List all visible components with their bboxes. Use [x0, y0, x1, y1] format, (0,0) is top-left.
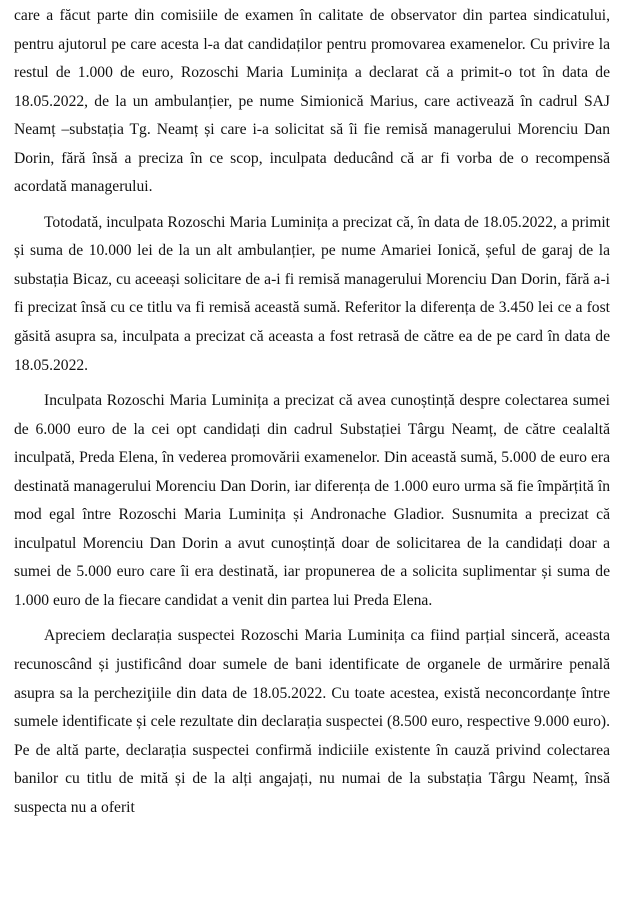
document-page: [14, 2, 610, 829]
paragraph-candidates-collection: Inculpata Rozoschi Maria Luminița a precizat că avea cunoștință despre colectarea sumei de 6.000 euro de la cei opt candidați din cadrul Substației Târgu Neamț, de către cealaltă inculpată, Preda Elena, în vederea promovării examenelor. Din această sumă, 5.000 de euro era destinată managerului Morenciu Dan Dorin, iar diferența de 1.000 euro urma să fie împărțită în mod egal între Rozoschi Maria Luminița și Andronache Gladior. Susnumita a precizat că inculpatul Morenciu Dan Dorin a avut cunoștință doar de solicitarea de la candidați doar a sumei de 5.000 euro care îi era destinată, iar propunerea de a solicita suplimentar și suma de 1.000 euro de la fiecare candidat a venit din partea lui Preda Elena.: [14, 392, 610, 609]
paragraph-declaration-assessment: Apreciem declarația suspectei Rozoschi Maria Luminița ca fiind parțial sinceră, aceasta recunoscând și justificând doar sumele de bani identificate de organele de urmărire penală asupra sa la percheziţiile din data de 18.05.2022. Cu toate acestea, există neconcordanțe între sumele identificate și cele rezultate din declarația suspectei (8.500 euro, respective 9.000 euro). Pe de altă parte, declarația suspectei confirmă indiciile existente în cauză privind colectarea banilor cu titlu de mită și de la alți angajați, nu numai de la substația Târgu Neamț, însă suspecta nu a oferit: [14, 627, 610, 816]
paragraph-bicaz-payment: Totodată, inculpata Rozoschi Maria Luminița a precizat că, în data de 18.05.2022, a primit și suma de 10.000 lei de la un alt ambulanțier, pe nume Amariei Ionică, șeful de garaj de la substația Bicaz, cu aceeași solicitare de a-i fi remisă managerului Morenciu Dan Dorin, fără a-i fi precizat însă cu ce titlu va fi remisă această sumă. Referitor la diferența de 3.450 lei ce a fost găsită asupra sa, inculpata a precizat că aceasta a fost retrasă de către ea de pe card în data de 18.05.2022.: [14, 213, 610, 374]
paragraph-observer-commission: care a făcut parte din comisiile de examen în calitate de observator din partea sindicatului, pentru ajutorul pe care acesta l-a dat candidaților pentru promovarea examenelor. Cu privire la restul de 1.000 de euro, Rozoschi Maria Luminița a declarat că a primit-o tot în data de 18.05.2022, de la un ambulanțier, pe nume Simionică Marius, care activează în cadrul SAJ Neamț –substația Tg. Neamț și care i-a solicitat să îi fie remisă managerului Morenciu Dan Dorin, fără însă a preciza în ce scop, inculpata deducând că ar fi vorba de o recompensă acordată managerului.: [14, 7, 610, 196]
